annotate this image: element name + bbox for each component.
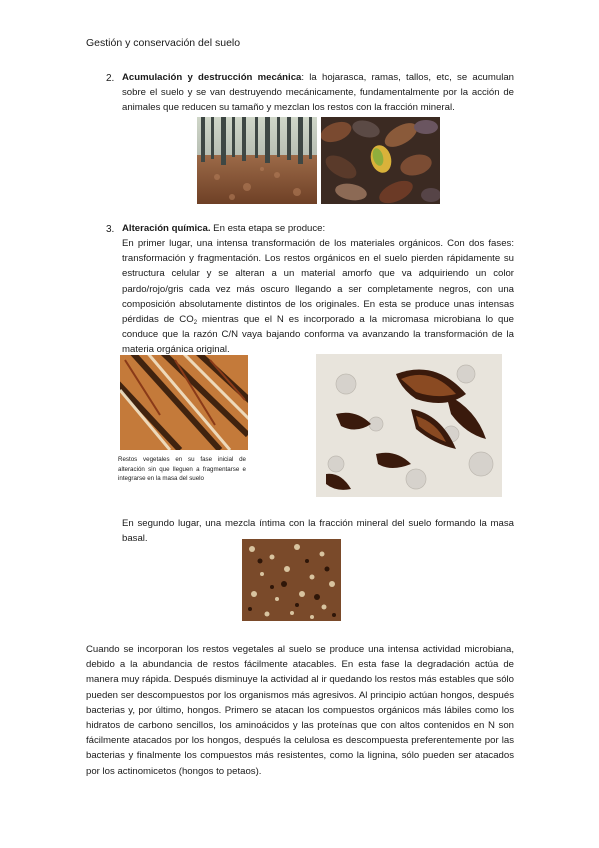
leaf-litter-photo	[321, 117, 440, 204]
section-3-paragraph-2: En segundo lugar, una mezcla íntima con la fracción mineral del suelo formando la masa basal.	[122, 518, 514, 545]
section-2-text: : la hojarasca, ramas, tallos, etc, se acumulan sobre el suelo y se van destruyendo mecánicamente, fundamentalmente por la acción de animales que reducen su tamaño y mezclan los restos con la fracción mineral.	[122, 72, 514, 114]
section-2-heading: Acumulación y destrucción mecánica	[122, 72, 302, 83]
section-3-paragraph-1	[122, 236, 514, 358]
micrograph-caption: Restos vegetales en su fase inicial de alteración sin que lleguen a fragmentarse e integrarse en la masa del suelo	[118, 456, 246, 483]
forest-floor-photo	[197, 117, 317, 204]
page-header: Gestión y conservación del suelo	[86, 37, 241, 49]
section-3-number: 3.	[106, 224, 115, 235]
organic-fragmentation-micrograph	[316, 354, 502, 497]
section-2-number: 2.	[106, 73, 115, 84]
section-3-paragraph-1-text-b: mientras que el N es incorporado a la micromasa microbiana lo que conduce que la razón C/N vaya bajando conforma va avanzando la transformación de la materia orgánica original.	[122, 314, 514, 356]
section-3-heading: Alteración química.	[122, 223, 211, 234]
section-3-paragraph-1-text-a: En primer lugar, una intensa transformación de los materiales orgánicos. Con dos fases: transformación y fragmentación. Los restos orgánicos en el suelo pierden rápidamente su estructura celular y se alteran a un material amorfo que va adquiriendo un color pardo/rojo/gris cada vez más oscuro llegando a ser completamente negros, con una composición absolutamente distintos de los originales. En esta se produce unas intensas pérdidas de CO	[122, 238, 514, 326]
section-3-intro	[122, 221, 514, 236]
co2-subscript: 2	[193, 320, 198, 327]
closing-paragraph: Cuando se incorporan los restos vegetales al suelo se produce una intensa actividad microbiana, debido a la abundancia de restos fácilmente atacables. En esta fase la degradación actúa de manera muy rápida. Después disminuye la actividad al ir quedando los restos más estables que sólo pueden ser descompuestos por los organismos más agresivos. Al principio actúan hongos, después bacterias y, por último, hongos. Primero se atacan los compuestos orgánicos más lábiles como los hidratos de carbono sencillos, los aminoácidos y las proteínas que con altos contenidos en N son fácilmente atacados por los hongos, después la celulosa es descompuesta preferentemente por las bacterias y finalmente los compuestos más resistentes, como la lignina, sólo pueden ser atacados por los actinomicetos (hongos to petaos).	[86, 644, 514, 777]
section-2-paragraph	[122, 70, 514, 116]
basal-mass-micrograph	[242, 539, 341, 621]
plant-remains-micrograph	[120, 355, 248, 450]
section-3-intro-text: En esta etapa se produce:	[210, 223, 326, 234]
